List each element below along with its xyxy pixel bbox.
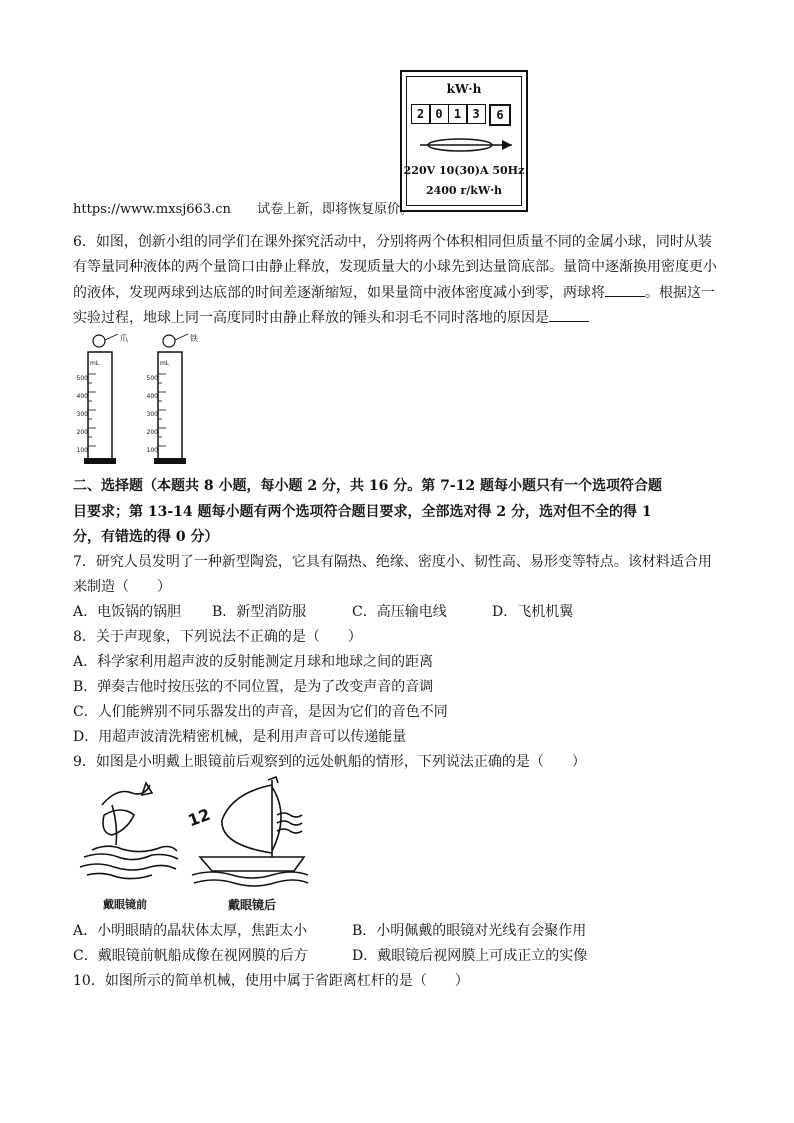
meter-disc-arrow-icon <box>416 132 516 158</box>
q7-option-b[interactable]: B．新型消防服 <box>212 604 307 620</box>
meter-digit: 2 <box>411 104 431 124</box>
q9-stem: 9．如图是小明戴上眼镜前后观察到的远处帆船的情形，下列说法正确的是（ ） <box>73 754 586 770</box>
sailboat-clear-icon <box>192 777 308 886</box>
meter-unit-label: kW·h <box>446 82 482 96</box>
sail-number: 12 <box>185 804 213 831</box>
q7-option-a[interactable]: A．电饭锅的锅胆 <box>73 604 182 620</box>
meter-digit-decimal: 6 <box>489 104 511 126</box>
caption-before-glasses: 戴眼镜前 <box>103 898 147 911</box>
q7-stem-line-1: 7．研究人员发明了一种新型陶瓷，它具有隔热、绝缘、密度小、韧性高、易形变等特点。该材料适合用 <box>73 554 712 570</box>
meter-digit: 1 <box>448 104 468 124</box>
q7-stem-line-2: 来制造（ ） <box>73 579 171 595</box>
answer-blank-1[interactable] <box>605 282 645 297</box>
q7-option-c[interactable]: C．高压输电线 <box>352 604 447 620</box>
header-notice <box>73 200 413 220</box>
source-url-link[interactable]: https://www.mxsj663.cn <box>73 202 231 217</box>
meter-digit: 3 <box>466 104 486 124</box>
electric-meter-figure <box>400 70 528 212</box>
q6-line-2: 有等量同种液体的两个量筒口由静止释放，发现质量大的小球先到达量筒底部。量筒中逐渐换用密度更小 <box>73 259 717 275</box>
notice-text: 试卷上新，即将恢复原价。 <box>257 202 414 217</box>
answer-blank-2[interactable] <box>549 307 589 322</box>
scale-left: 500 400 300 200 100 <box>76 375 88 454</box>
graduated-cylinders-figure <box>72 330 202 470</box>
q7-option-d[interactable]: D．飞机机翼 <box>492 604 574 620</box>
q9-option-d[interactable]: D．戴眼镜后视网膜上可成正立的实像 <box>352 948 588 964</box>
q8-option-b[interactable]: B．弹奏吉他时按压弦的不同位置，是为了改变声音的音调 <box>73 679 434 695</box>
q8-option-c[interactable]: C．人们能辨别不同乐器发出的声音，是因为它们的音色不同 <box>73 704 448 720</box>
q6-line-3: 的液体，发现两球到达底部的时间差逐渐缩短，如果量筒中液体密度减小到零，两球将 。根据这一 <box>73 282 715 303</box>
cylinder-right-label: 铁 <box>190 334 198 343</box>
sailboat-blurry-icon <box>80 783 178 879</box>
section2-heading-line-2: 目要求；第 13-14 题每小题有两个选项符合题目要求，全部选对得 2 分，选对但不全的得 1 <box>73 504 652 520</box>
q10-stem: 10．如图所示的简单机械，使用中属于省距离杠杆的是（ ） <box>73 973 469 989</box>
q9-option-c[interactable]: C．戴眼镜前帆船成像在视网膜的后方 <box>73 948 308 964</box>
scale-unit-left: mL <box>90 360 100 367</box>
q6-line-1: 6．如图，创新小组的同学们在课外探究活动中，分别将两个体积相同但质量不同的金属小球，同时从装 <box>73 234 712 250</box>
section2-heading-line-1: 二、选择题（本题共 8 小题，每小题 2 分，共 16 分。第 7-12 题每小题只有一个选项符合题 <box>73 478 662 494</box>
sailboat-figures <box>72 775 312 895</box>
scale-right: 500 400 300 200 100 <box>146 375 158 454</box>
q8-stem: 8．关于声现象，下列说法不正确的是（ ） <box>73 629 362 645</box>
section2-heading-line-3: 分，有错选的得 0 分） <box>73 529 219 545</box>
q9-option-b[interactable]: B．小明佩戴的眼镜对光线有会聚作用 <box>352 923 587 939</box>
meter-spec-voltage: 220V 10(30)A 50Hz <box>403 164 525 177</box>
meter-digit: 0 <box>429 104 449 124</box>
caption-after-glasses: 戴眼镜后 <box>228 898 277 912</box>
cylinder-left <box>84 334 118 464</box>
q6-line-4: 实验过程，地球上同一高度同时由静止释放的锤头和羽毛不同时落地的原因是 <box>73 307 589 328</box>
ball-left-icon <box>93 335 105 347</box>
cylinder-right <box>154 334 188 464</box>
scale-unit-right: mL <box>160 360 170 367</box>
cylinder-left-label: 爪 <box>120 334 128 343</box>
q8-option-a[interactable]: A．科学家利用超声波的反射能测定月球和地球之间的距离 <box>73 654 434 670</box>
q9-option-a[interactable]: A．小明眼睛的晶状体太厚，焦距太小 <box>73 923 308 939</box>
meter-spec-revolutions: 2400 r/kW·h <box>425 184 503 197</box>
q8-option-d[interactable]: D．用超声波清洗精密机械，是利用声音可以传递能量 <box>73 729 407 745</box>
meter-digits <box>412 104 511 126</box>
ball-right-icon <box>163 335 175 347</box>
